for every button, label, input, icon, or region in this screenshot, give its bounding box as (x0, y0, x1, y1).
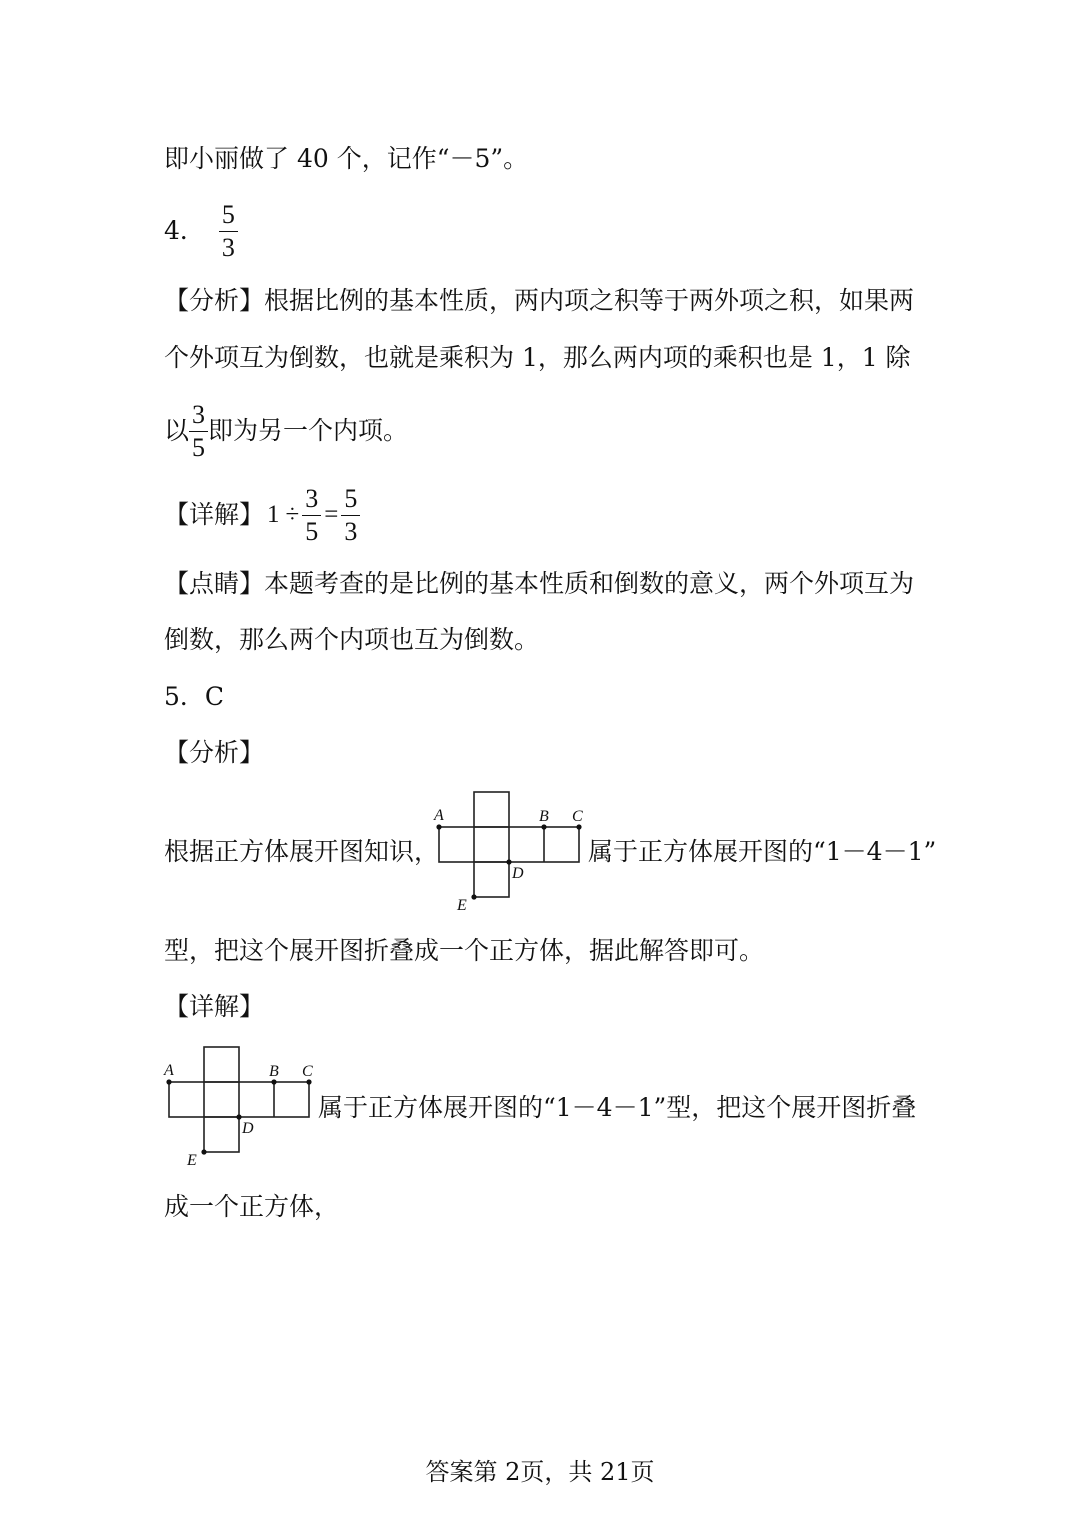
analysis2-text-cont: 型，把这个展开图折叠成一个正方体，据此解答即可。 (164, 936, 765, 965)
detail-label: 【详解】 (164, 500, 265, 529)
fraction-numerator: 3 (189, 402, 208, 432)
answer-fraction (219, 199, 238, 262)
remark-line-1 (164, 566, 914, 602)
vertex-a (166, 1079, 171, 1084)
net-bottom-square (474, 862, 509, 897)
label-d: D (242, 1120, 254, 1137)
analysis-line-3 (164, 396, 408, 466)
label-a: A (434, 807, 444, 824)
text-line-1: 即小丽做了 40 个，记作“－5”。 (164, 144, 529, 173)
net-top-square (474, 792, 509, 827)
question-4-answer (164, 196, 238, 266)
question-4-number: 4． (164, 216, 205, 245)
vertex-c (306, 1079, 311, 1084)
net-top-square (204, 1047, 239, 1082)
cube-net-figure-2 (160, 1045, 315, 1170)
division-sign: ÷ (285, 501, 300, 528)
page-footer: 答案第 2页，共 21页 (425, 1458, 655, 1486)
equals-sign: = (324, 501, 339, 528)
fraction-denominator: 3 (221, 232, 235, 262)
remark-line-2: 倒数，那么两个内项也互为倒数。 (164, 625, 540, 654)
analysis-text-3-pre: 以 (164, 416, 190, 445)
detail-line (164, 480, 360, 550)
fraction-denominator: 5 (305, 516, 319, 546)
net-bottom-square (204, 1117, 239, 1152)
vertex-a (436, 824, 441, 829)
vertex-e (471, 894, 476, 899)
remark-text-1: 本题考查的是比例的基本性质和倒数的意义，两个外项互为 (264, 569, 915, 598)
fraction-numerator: 5 (341, 486, 360, 516)
detail2-text-post: 属于正方体展开图的“1－4－1”型，把这个展开图折叠 (318, 1093, 917, 1122)
analysis2-text-post: 属于正方体展开图的“1－4－1” (588, 837, 937, 866)
fraction-denominator: 5 (192, 432, 206, 462)
analysis-text-3-post: 即为另一个内项。 (208, 416, 409, 445)
label-e: E (187, 1152, 197, 1169)
analysis2-label: 【分析】 (164, 738, 265, 767)
vertex-d (236, 1114, 241, 1119)
fraction-numerator: 5 (219, 202, 238, 232)
detail-fraction-2 (341, 483, 360, 546)
label-c: C (572, 808, 583, 825)
vertex-b (271, 1079, 276, 1084)
label-b: B (539, 808, 549, 825)
label-e: E (457, 897, 467, 914)
analysis-line-1 (164, 283, 914, 319)
remark-label: 【点睛】 (164, 569, 265, 598)
vertex-c (576, 824, 581, 829)
vertex-b (541, 824, 546, 829)
question-5-answer: 5．C (164, 682, 225, 711)
label-b: B (269, 1063, 279, 1080)
label-c: C (302, 1063, 313, 1080)
fraction-denominator: 3 (344, 516, 358, 546)
label-d: D (512, 865, 524, 882)
label-a: A (164, 1062, 174, 1079)
vertex-d (506, 859, 511, 864)
detail2-text-cont: 成一个正方体， (164, 1192, 340, 1221)
detail-one: 1 (267, 501, 280, 528)
fraction-numerator: 3 (302, 486, 321, 516)
detail-fraction-1 (302, 483, 321, 546)
analysis-text-1: 根据比例的基本性质，两内项之积等于两外项之积，如果两 (264, 286, 915, 315)
analysis-label: 【分析】 (164, 286, 265, 315)
analysis2-text-pre: 根据正方体展开图知识， (164, 837, 440, 866)
analysis-fraction (189, 399, 208, 462)
detail2-label: 【详解】 (164, 992, 265, 1021)
vertex-e (201, 1149, 206, 1154)
analysis-line-2: 个外项互为倒数，也就是乘积为 1，那么两内项的乘积也是 1，1 除 (164, 343, 911, 372)
cube-net-figure-1 (430, 790, 585, 915)
